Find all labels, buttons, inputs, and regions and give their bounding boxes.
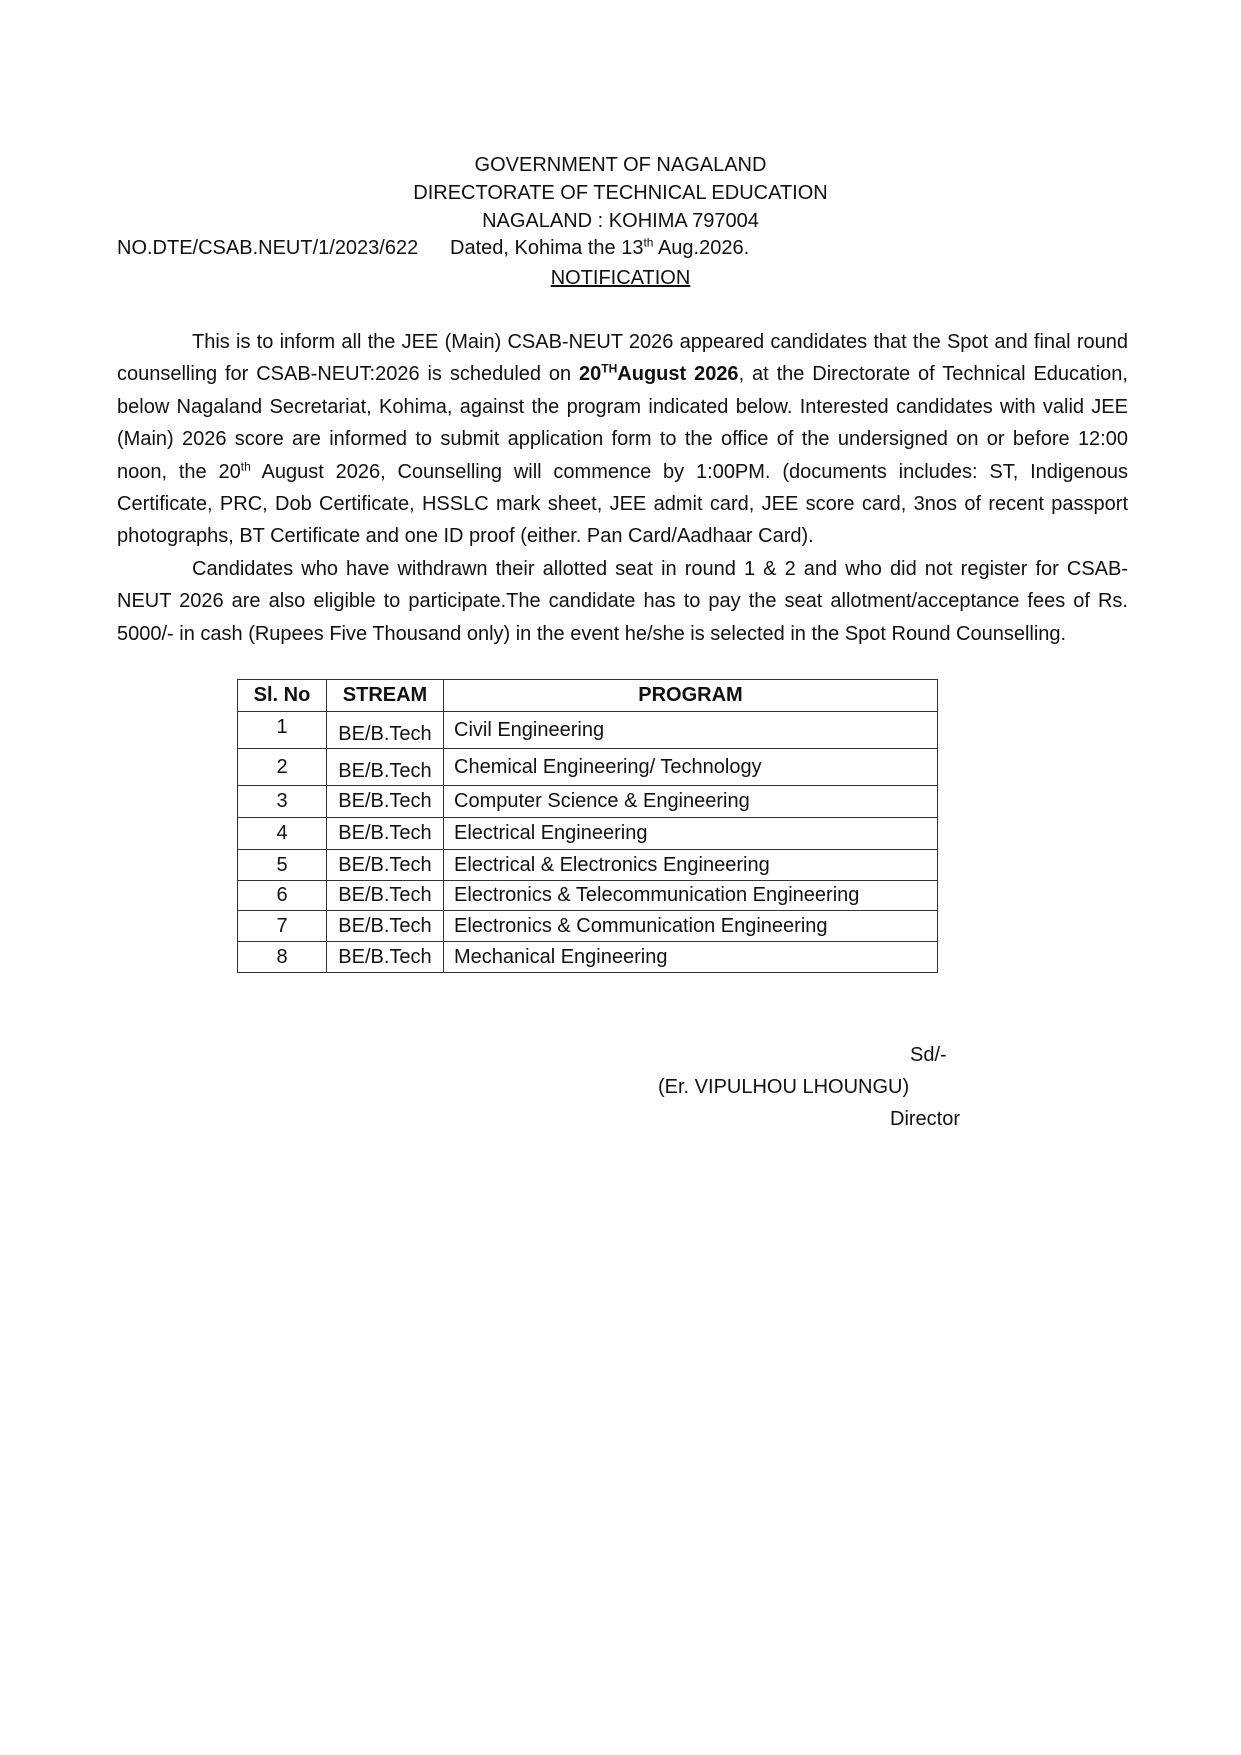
counselling-date bbox=[579, 363, 739, 385]
table-row bbox=[238, 911, 938, 942]
row-sl-no: 2 bbox=[238, 749, 327, 786]
header-program: PROGRAM bbox=[444, 680, 938, 712]
table-row bbox=[238, 818, 938, 850]
notification-title: NOTIFICATION bbox=[550, 267, 691, 289]
row-stream: BE/B.Tech bbox=[327, 786, 444, 818]
header-government: GOVERNMENT OF NAGALAND bbox=[474, 154, 767, 176]
header-address: NAGALAND : KOHIMA 797004 bbox=[482, 210, 759, 232]
program-table bbox=[237, 679, 938, 973]
row-sl-no: 7 bbox=[238, 911, 327, 942]
row-stream: BE/B.Tech bbox=[327, 942, 444, 973]
header-directorate: DIRECTORATE OF TECHNICAL EDUCATION bbox=[413, 182, 828, 204]
paragraph-1-sup: th bbox=[240, 458, 251, 473]
counselling-day-sup: TH bbox=[601, 361, 618, 376]
row-sl-no: 3 bbox=[238, 786, 327, 818]
table-header-row bbox=[238, 680, 938, 712]
dated-sup: th bbox=[643, 235, 654, 250]
row-stream: BE/B.Tech bbox=[327, 911, 444, 942]
counselling-day: 20 bbox=[579, 363, 602, 386]
table-row bbox=[238, 881, 938, 911]
row-stream: BE/B.Tech bbox=[327, 850, 444, 881]
table-row bbox=[238, 942, 938, 973]
row-program: Electrical Engineering bbox=[444, 818, 938, 850]
dated-line bbox=[450, 234, 749, 262]
row-program: Electronics & Communication Engineering bbox=[444, 911, 938, 942]
row-program: Computer Science & Engineering bbox=[444, 786, 938, 818]
signature-sd: Sd/- bbox=[910, 1044, 947, 1066]
paragraph-1-part1: This is to inform all the JEE (Main) CSAB-NEUT 2026 appeared candidates that the Spot and final round counselling for CSAB-NEUT:2026 is scheduled on bbox=[117, 331, 1128, 386]
paragraph-1-part2: , at the Directorate of Technical Education, below Nagaland Secretariat, Kohima, against the program indicated below. Interested candidates with valid JEE (Main) 2026 score are informed to submit application form to the office of the undersigned on or before 12:00 noon, the 20 bbox=[117, 363, 1128, 483]
row-sl-no: 5 bbox=[238, 850, 327, 881]
reference-number: NO.DTE/CSAB.NEUT/1/2023/622 bbox=[117, 237, 419, 259]
row-stream: BE/B.Tech bbox=[327, 818, 444, 850]
row-stream: BE/B.Tech bbox=[327, 881, 444, 911]
signatory-name: (Er. VIPULHOU LHOUNGU) bbox=[658, 1076, 910, 1098]
signatory-designation: Director bbox=[890, 1108, 961, 1130]
table-row bbox=[238, 786, 938, 818]
row-program: Electrical & Electronics Engineering bbox=[444, 850, 938, 881]
paragraph-2: Candidates who have withdrawn their allotted seat in round 1 & 2 and who did not register for CSAB-NEUT 2026 are also eligible to participate.The candidate has to pay the seat allotment/acceptance fees of Rs. 5000/- in cash (Rupees Five Thousand only) in the event he/she is selected in the Spot Round Counselling. bbox=[117, 557, 1128, 645]
header-stream: STREAM bbox=[327, 680, 444, 712]
row-program: Civil Engineering bbox=[444, 712, 938, 749]
table-row bbox=[238, 850, 938, 881]
row-stream: BE/B.Tech bbox=[327, 712, 444, 749]
row-program: Electronics & Telecommunication Engineering bbox=[444, 881, 938, 911]
table-row bbox=[238, 712, 938, 749]
row-sl-no: 6 bbox=[238, 881, 327, 911]
row-stream: BE/B.Tech bbox=[327, 749, 444, 786]
row-sl-no: 1 bbox=[238, 712, 327, 749]
table-row bbox=[238, 749, 938, 786]
paragraph-1-part3: August 2026, Counselling will commence by 1:00PM. (documents includes: ST, Indigenous Certificate, PRC, Dob Certificate, HSSLC mark sheet, JEE admit card, JEE score card, 3nos of recent passport photographs, BT Certificate and one ID proof (either. Pan Card/Aadhaar Card). bbox=[117, 460, 1128, 548]
notification-body bbox=[117, 326, 1128, 650]
dated-prefix: Dated, Kohima the 13 bbox=[450, 237, 644, 259]
row-sl-no: 4 bbox=[238, 818, 327, 850]
dated-suffix: Aug.2026. bbox=[653, 237, 750, 259]
reference-line bbox=[117, 234, 1137, 262]
row-program: Chemical Engineering/ Technology bbox=[444, 749, 938, 786]
row-sl-no: 8 bbox=[238, 942, 327, 973]
notification-title-wrap bbox=[0, 264, 1241, 292]
header-sl-no: Sl. No bbox=[238, 680, 327, 712]
counselling-month: August 2026 bbox=[617, 363, 739, 386]
paragraph-1 bbox=[117, 326, 1128, 553]
row-program: Mechanical Engineering bbox=[444, 942, 938, 973]
